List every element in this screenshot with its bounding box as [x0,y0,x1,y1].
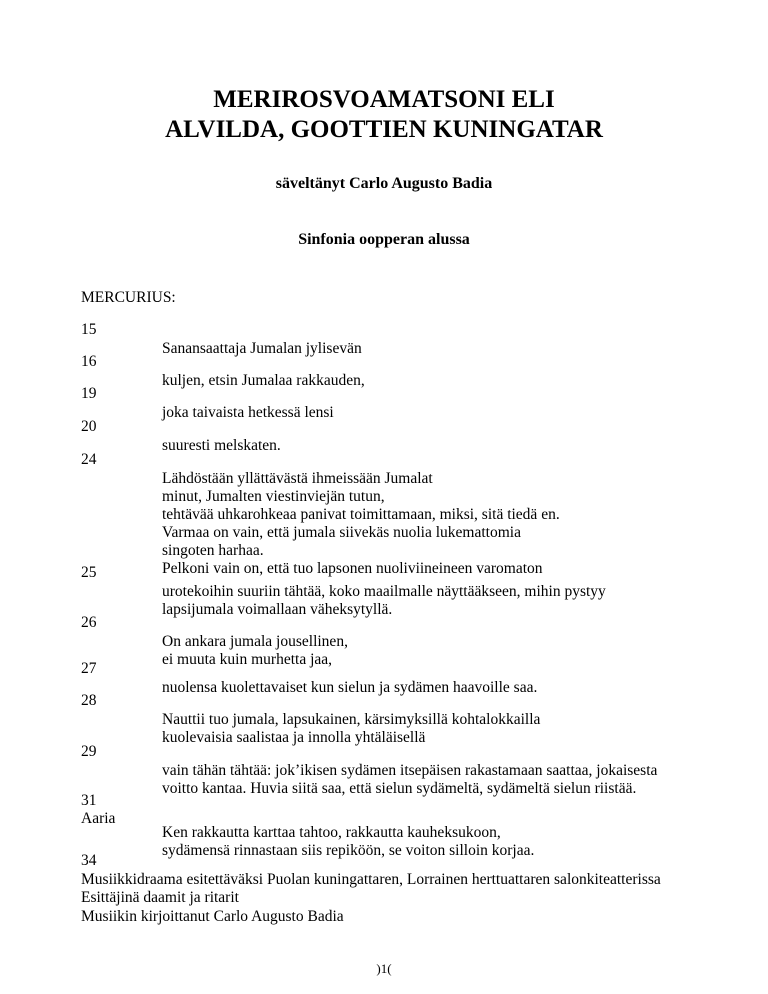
line-number-text: 15 [81,321,97,338]
verse-block [162,679,682,697]
line-number [81,792,115,828]
line-number [81,418,97,436]
verse-line: Lähdöstään yllättävästä ihmeissään Jumalat [162,470,433,487]
credit-line: Esittäjinä daamit ja ritarit [81,889,239,906]
verse-block [162,340,682,358]
verse-block [162,437,682,455]
line-number-text: 16 [81,353,97,370]
verse-line: Ken rakkautta karttaa tahtoo, rakkautta kauheksukoon, [162,824,501,841]
verse-block [162,372,682,390]
line-number-text: 24 [81,451,97,468]
verse-line: sydämensä rinnastaan siis repiköön, se voiton silloin korjaa. [162,842,535,859]
verse-line: voitto kantaa. Huvia siitä saa, että sielun sydämeltä, sydämeltä sielun riistää. [162,780,637,797]
sinfonia-heading: Sinfonia oopperan alussa [298,231,470,248]
credit-line: Musiikkidraama esitettäväksi Puolan kuningattaren, Lorrainen herttuattaren salonkiteatterissa [81,870,661,888]
verse-block [162,583,682,619]
verse-line: Pelkoni vain on, että tuo lapsonen nuoliviineineen varomaton [162,560,543,577]
line-number [81,385,97,403]
line-number [81,692,97,710]
line-number-text: Aaria [81,810,116,827]
verse-line: On ankara jumala jousellinen, [162,633,348,650]
verse-line: Sanansaattaja Jumalan jylisevän [162,340,362,357]
verse-block [162,762,682,798]
line-number-text: 25 [81,564,97,581]
verse-block [162,470,682,578]
line-number-text: 28 [81,692,97,709]
line-number [81,743,97,761]
verse-line: Varmaa on vain, että jumala siivekäs nuolia lukemattomia [162,524,521,541]
verse-line: nuolensa kuolettavaiset kun sielun ja sydämen haavoille saa. [162,679,538,696]
line-number [81,451,97,469]
verse-line: tehtävää uhkarohkeaa panivat toimittamaan, miksi, sitä tiedä en. [162,506,560,523]
speaker-name: MERCURIUS: [81,289,176,306]
verse-line: joka taivaista hetkessä lensi [162,404,334,421]
verse-line: lapsijumala voimallaan väheksytyllä. [162,601,393,618]
verse-line: Nauttii tuo jumala, lapsukainen, kärsimyksillä kohtalokkailla [162,711,541,728]
verse-line: minut, Jumalten viestinviejän tutun, [162,488,385,505]
line-number-text: 27 [81,660,97,677]
line-number-text: 31 [81,792,97,809]
line-number [81,660,97,678]
credit-line: 34 [81,852,97,869]
verse-line: kuljen, etsin Jumalaa rakkauden, [162,372,365,389]
line-number-text: 26 [81,614,97,631]
verse-line: ei muuta kuin murhetta jaa, [162,651,333,668]
line-number [81,353,97,371]
credit-line: Musiikin kirjoittanut Carlo Augusto Badia [81,907,344,925]
line-number [81,614,97,632]
line-number-text: 20 [81,418,97,435]
verse-line: suuresti melskaten. [162,437,281,454]
title-line-2: ALVILDA, GOOTTIEN KUNINGATAR [165,116,603,143]
page-number: )1( [376,961,392,976]
verse-block [162,711,682,747]
verse-line: kuolevaisia saalistaa ja innolla yhtäläisellä [162,729,426,746]
verse-line: vain tähän tähtää: jok’ikisen sydämen itsepäisen rakastamaan saattaa, jokaisesta [162,762,658,779]
composer-line: säveltänyt Carlo Augusto Badia [275,175,493,192]
credits-block [81,852,661,926]
line-number-text: 29 [81,743,97,760]
title-line-1: MERIROSVOAMATSONI ELI [213,86,555,113]
line-number [81,321,97,339]
verse-block [162,633,682,669]
verse-line: singoten harhaa. [162,542,264,559]
verse-line: urotekoihin suuriin tähtää, koko maailmalle näyttääkseen, mihin pystyy [162,583,606,600]
line-number [81,564,97,582]
line-number-text: 19 [81,385,97,402]
verse-block [162,404,682,422]
